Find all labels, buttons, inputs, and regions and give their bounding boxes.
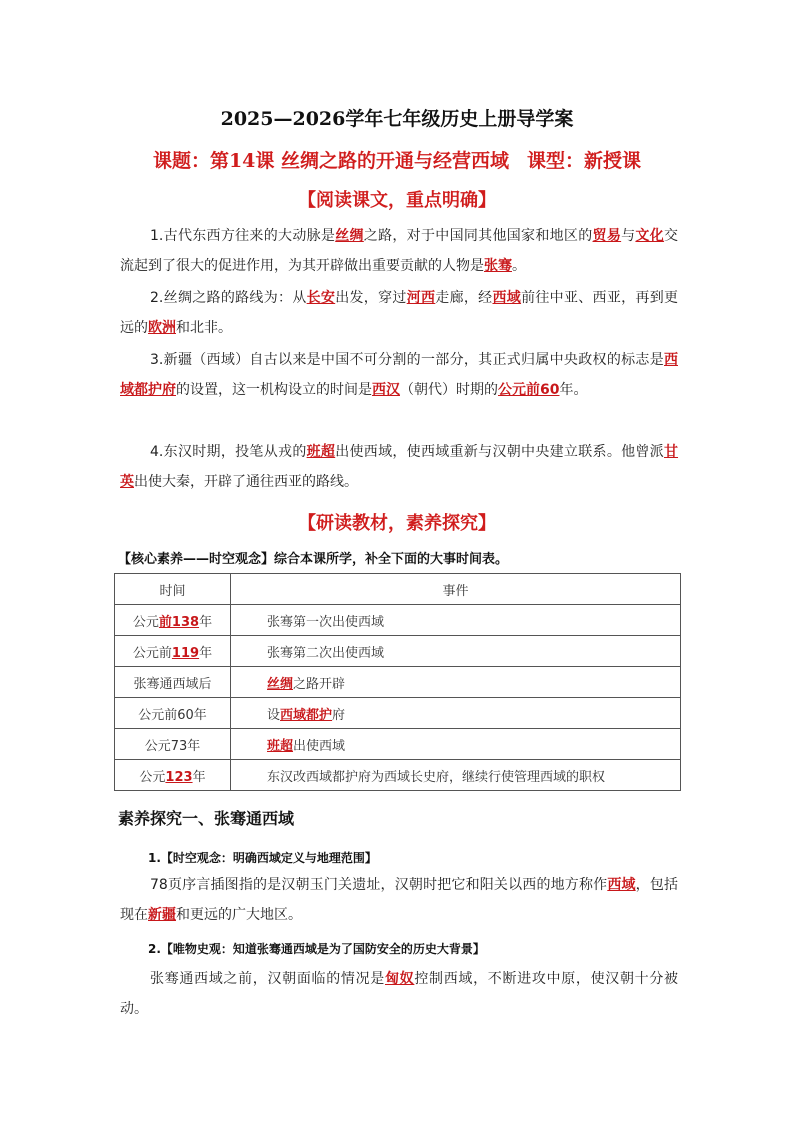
text-run: 之路，对于中国同其他国家和地区的	[363, 228, 593, 244]
text-run: 2.丝绸之路的路线为：从	[150, 290, 307, 306]
text-run: 公元73年	[144, 738, 201, 754]
table-row	[115, 698, 681, 729]
lesson-type-label: 课型：新授课	[527, 150, 642, 172]
text-run: 东汉改西域都护府为西域长史府，继续行使管理西域的职权	[267, 769, 606, 785]
reading-paragraph-4	[120, 437, 678, 497]
text-run: 张骞通西域后	[133, 676, 212, 692]
explore-section-title: 素养探究一、张骞通西域	[118, 809, 295, 828]
event-cell	[231, 760, 681, 791]
answer-ganying: 甘英	[120, 444, 679, 490]
text-run: 设	[267, 707, 281, 723]
text-run: 的设置，这一机构设立的时间是	[176, 382, 372, 398]
event-cell	[231, 667, 681, 698]
answer-silk: 丝绸	[335, 228, 364, 244]
text-run: 出发，穿过	[335, 290, 407, 306]
text-run: 出使西域，使西域重新与汉朝中央建立联系。他曾派	[335, 444, 665, 460]
text-run: 出使西域	[293, 738, 346, 754]
text-run: 交流起到了很大的促进作用，为其开辟做出重要贡献的人物是	[120, 228, 679, 274]
answer-zhangqian: 张骞	[484, 258, 512, 274]
text-run: 走廊，经	[435, 290, 493, 306]
text-run: 控制西域，不断进攻中原，使汉朝十分被动。	[120, 971, 679, 1017]
text-run: ，包括现在	[120, 877, 678, 923]
answer-trade: 贸易	[592, 228, 622, 244]
time-cell	[115, 729, 231, 760]
event-answer: 班超	[267, 738, 294, 754]
answer-western-han: 西汉	[372, 382, 400, 398]
text-run: 年	[199, 645, 213, 661]
text-run: 张骞通西域之前，汉朝面临的情况是	[150, 971, 385, 987]
reading-paragraph-1	[120, 221, 678, 281]
event-cell	[231, 698, 681, 729]
answer-60bc: 公元前60	[498, 382, 560, 398]
answer-protectorate: 西域都护府	[120, 352, 678, 398]
lesson-title	[0, 146, 794, 173]
reading-paragraph-2	[120, 283, 678, 343]
answer-hexi: 河西	[406, 290, 436, 306]
text-run: 出使大秦，开辟了通往西亚的路线。	[134, 474, 358, 490]
event-answer: 丝绸	[267, 676, 294, 692]
section-title-study: 【研读教材，素养探究】	[298, 513, 496, 534]
event-cell	[231, 605, 681, 636]
answer-culture: 文化	[635, 228, 665, 244]
text-run: （朝代）时期的	[400, 382, 498, 398]
text-run: 公元	[139, 769, 166, 785]
answer-europe: 欧洲	[148, 320, 176, 336]
core-literacy-label: 【核心素养——时空观念】综合本课所学，补全下面的大事时间表。	[118, 552, 509, 567]
answer-banchao: 班超	[306, 444, 336, 460]
reading-paragraph-3	[120, 345, 678, 405]
column-header-time: 时间	[115, 574, 231, 605]
table-row	[115, 667, 681, 698]
text-run: 年	[192, 769, 206, 785]
time-cell	[115, 698, 231, 729]
text-run: 公元前	[132, 645, 172, 661]
table-row	[115, 760, 681, 791]
text-run: 与	[621, 228, 636, 244]
text-run: 和更远的广大地区。	[176, 907, 302, 923]
explore-item-2-text	[120, 964, 678, 1024]
time-answer: 前138	[158, 614, 200, 630]
table-row	[115, 729, 681, 760]
timeline-table	[114, 573, 681, 791]
item-heading-text: 【时空观念：明确西域定义与地理范围】	[160, 851, 377, 865]
table-row	[115, 636, 681, 667]
item-number: 1.	[148, 851, 161, 865]
explore-item-1-heading	[148, 849, 377, 866]
text-run: 3.新疆（西域）自古以来是中国不可分割的一部分，其正式归属中央政权的标志是	[150, 352, 664, 368]
text-run: 1.古代东西方往来的大动脉是	[150, 228, 336, 244]
explore-item-2-heading	[148, 940, 485, 957]
time-cell	[115, 605, 231, 636]
text-run: 。	[512, 258, 526, 274]
time-cell	[115, 667, 231, 698]
text-run: 年。	[559, 382, 588, 398]
text-run: 78页序言插图指的是汉朝玉门关遗址，汉朝时把它和阳关以西的地方称作	[150, 877, 608, 893]
text-run: 年	[199, 614, 213, 630]
text-run: 张骞第二次出使西域	[267, 645, 385, 661]
event-cell	[231, 636, 681, 667]
lesson-label: 课题：第14课 丝绸之路的开通与经营西域	[152, 150, 510, 172]
text-run: 府	[332, 707, 346, 723]
item-number: 2.	[148, 942, 161, 956]
text-run: 公元前60年	[138, 707, 207, 723]
answer-xinjiang: 新疆	[148, 907, 176, 923]
time-cell	[115, 636, 231, 667]
answer-changan: 长安	[306, 290, 336, 306]
answer-xiyu: 西域	[492, 290, 522, 306]
section-title-reading: 【阅读课文，重点明确】	[298, 190, 496, 211]
table-row	[115, 605, 681, 636]
explore-item-1-text	[120, 870, 678, 930]
table-header-row	[115, 574, 681, 605]
event-cell	[231, 729, 681, 760]
time-answer: 119	[171, 645, 200, 661]
page-title: 2025—2026学年七年级历史上册导学案	[220, 108, 574, 130]
text-run: 和北非。	[176, 320, 232, 336]
text-run: 前往中亚、西亚，再到更远的	[120, 290, 679, 336]
column-header-event: 事件	[231, 574, 681, 605]
time-answer: 123	[165, 769, 193, 785]
text-run: 4.东汉时期，投笔从戎的	[150, 444, 307, 460]
text-run: 张骞第一次出使西域	[267, 614, 385, 630]
answer-xiyu: 西域	[607, 877, 636, 893]
text-run: 之路开辟	[293, 676, 346, 692]
time-cell	[115, 760, 231, 791]
answer-xiongnu: 匈奴	[384, 971, 415, 987]
text-run: 公元	[132, 614, 159, 630]
item-heading-text: 【唯物史观：知道张骞通西域是为了国防安全的历史大背景】	[160, 942, 485, 956]
event-answer: 西域都护	[280, 707, 333, 723]
